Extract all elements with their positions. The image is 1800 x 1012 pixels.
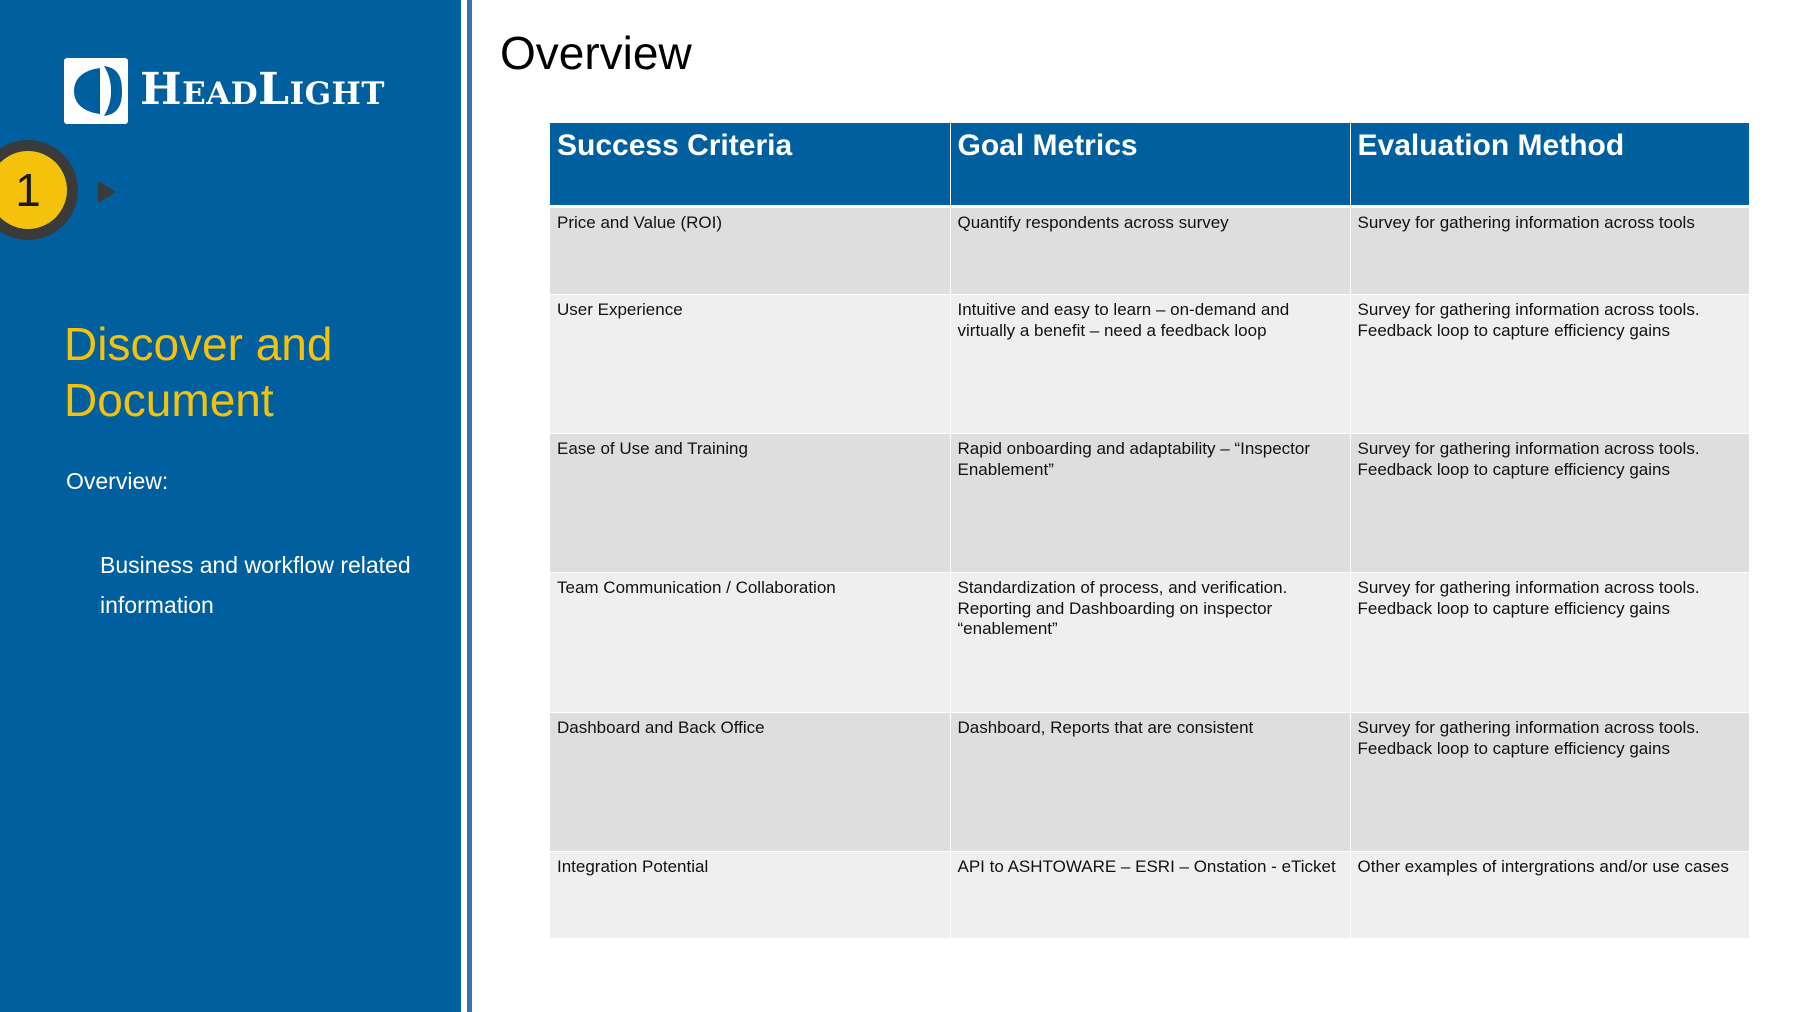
header-evaluation-method: Evaluation Method xyxy=(1350,123,1749,207)
table-row xyxy=(550,573,1749,713)
table-cell: Rapid onboarding and adaptability – “Inspector Enablement” xyxy=(950,434,1350,573)
table-cell: API to ASHTOWARE – ESRI – Onstation - eTicket xyxy=(950,852,1350,939)
table-cell: Survey for gathering information across tools. Feedback loop to capture efficiency gains xyxy=(1350,295,1749,434)
success-criteria-table xyxy=(550,123,1749,939)
table-cell: Survey for gathering information across tools. Feedback loop to capture efficiency gains xyxy=(1350,713,1749,852)
table-cell: Team Communication / Collaboration xyxy=(550,573,950,713)
page-title: Overview xyxy=(500,27,692,79)
table-header-row xyxy=(550,123,1749,207)
sidebar-panel xyxy=(0,0,461,1012)
overview-subheading: Overview: xyxy=(66,468,169,494)
table-row xyxy=(550,207,1749,295)
table-row xyxy=(550,713,1749,852)
table-cell: Other examples of intergrations and/or use cases xyxy=(1350,852,1749,939)
logo-wordmark: HeadLight xyxy=(140,64,385,115)
table-cell: Ease of Use and Training xyxy=(550,434,950,573)
table-cell: User Experience xyxy=(550,295,950,434)
table-cell: Dashboard and Back Office xyxy=(550,713,950,852)
table-cell: Survey for gathering information across tools. Feedback loop to capture efficiency gains xyxy=(1350,573,1749,713)
table-cell: Quantify respondents across survey xyxy=(950,207,1350,295)
table-row xyxy=(550,434,1749,573)
table-cell: Intuitive and easy to learn – on-demand and virtually a benefit – need a feedback loop xyxy=(950,295,1350,434)
table-row xyxy=(550,295,1749,434)
overview-description: Business and workflow related information xyxy=(100,552,411,618)
table-cell: Standardization of process, and verification. Reporting and Dashboarding on inspector “enablement” xyxy=(950,573,1350,713)
step-number-badge xyxy=(0,140,78,240)
header-goal-metrics: Goal Metrics xyxy=(950,123,1350,207)
table-cell: Survey for gathering information across tools xyxy=(1350,207,1749,295)
header-success-criteria: Success Criteria xyxy=(550,123,950,207)
table-cell: Price and Value (ROI) xyxy=(550,207,950,295)
table-cell: Integration Potential xyxy=(550,852,950,939)
step-number: 1 xyxy=(0,151,67,229)
table-cell: Survey for gathering information across tools. Feedback loop to capture efficiency gains xyxy=(1350,434,1749,573)
section-title: Discover and Document xyxy=(64,318,333,426)
headlight-logo-icon xyxy=(64,58,128,124)
play-arrow-icon xyxy=(98,181,116,203)
vertical-divider xyxy=(467,0,472,1012)
table-row xyxy=(550,852,1749,939)
table-cell: Dashboard, Reports that are consistent xyxy=(950,713,1350,852)
